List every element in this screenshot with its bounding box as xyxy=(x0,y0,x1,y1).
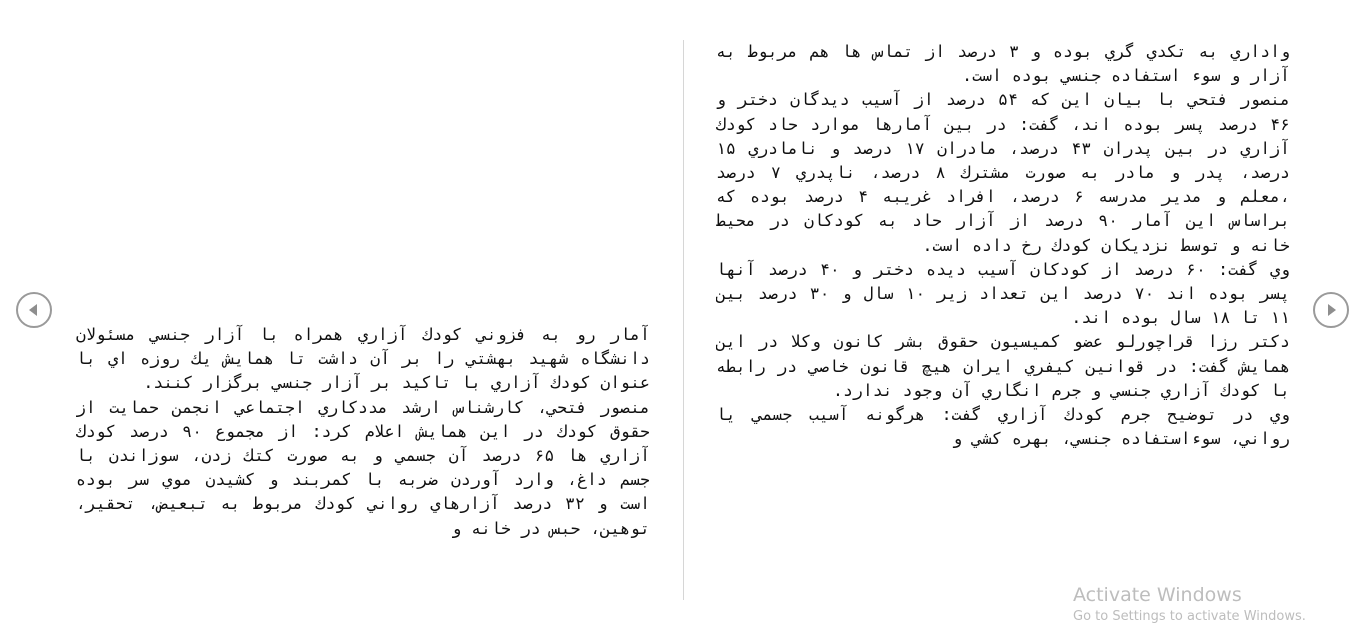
next-page-button[interactable] xyxy=(1313,292,1349,328)
watermark-subtitle: Go to Settings to activate Windows. xyxy=(1073,609,1306,623)
chevron-left-icon xyxy=(27,303,41,317)
paragraph: آمار رو به فزوني كودك آزاري همراه با آزار جنسي مسئولان دانشگاه شهيد بهشتي را بر آن داشت تا همايش يك روزه اي با عنوان كودك آزاري با تاكيد بر آزار جنسي برگزار كنند. xyxy=(76,325,650,393)
watermark-title: Activate Windows xyxy=(1073,584,1242,606)
paragraph: دكتر رزا قراچورلو عضو كميسيون حقوق بشر كانون وكلا در اين همايش گفت: در قوانين كيفري ايران هيچ قانون خاصي در رابطه با كودك آزاري جنسي و جرم انگاري آن وجود ندارد. xyxy=(716,332,1290,400)
windows-activation-watermark xyxy=(1073,586,1306,623)
paragraph: واداري به تكدي گري بوده و ۳ درصد از تماس ها هم مربوط به آزار و سوء استفاده جنسي بوده است. xyxy=(716,42,1290,86)
page-divider xyxy=(683,40,684,600)
paragraph: وي گفت: ۶۰ درصد از كودكان آسيب ديده دختر و ۴۰ درصد آنها پسر بوده اند ۷۰ درصد اين تعداد زير ۱۰ سال و ۳۰ درصد بين ۱۱ تا ۱۸ سال بوده اند. xyxy=(716,259,1290,328)
previous-page-button[interactable] xyxy=(16,292,52,328)
paragraph: وي در توضيح جرم كودك آزاري گفت: هرگونه آسيب جسمي يا رواني، سوءاستفاده جنسي، بهره كشي و xyxy=(716,405,1290,449)
paragraph: منصور فتحي، كارشناس ارشد مددكاري اجتماعي انجمن حمايت از حقوق كودك در اين همايش اعلام كرد: از مجموع ۹۰ درصد كودك آزاري ها ۶۵ درصد آن جسمي و به صورت كتك زدن، سوزاندن با جسم داغ، وارد آوردن ضربه با كمربند و كشيدن موي سر بوده است و ۳۲ درصد آزارهاي رواني كودك مربوط به تبعيض، تحقير، توهين، حبس در خانه و xyxy=(76,397,650,538)
paragraph: منصور فتحي با بيان اين كه ۵۴ درصد از آسيب ديدگان دختر و ۴۶ درصد پسر بوده اند، گفت: در بين آمارها موارد حاد كودك آزاري در بين پدران ۴۳ درصد، مادران ۱۷ درصد و نامادري ۱۵ درصد، پدر و مادر به صورت مشترك ۸ درصد، ناپدري ۷ درصد ،معلم و مدير مدرسه ۶ درصد، افراد غريبه ۴ درصد بوده كه براساس اين آمار ۹۰ درصد از آزار حاد به كودكان در محيط خانه و توسط نزديكان كودك رخ داده است. xyxy=(716,90,1290,255)
chevron-right-icon xyxy=(1324,303,1338,317)
right-page xyxy=(716,40,1290,580)
left-page xyxy=(76,323,650,615)
